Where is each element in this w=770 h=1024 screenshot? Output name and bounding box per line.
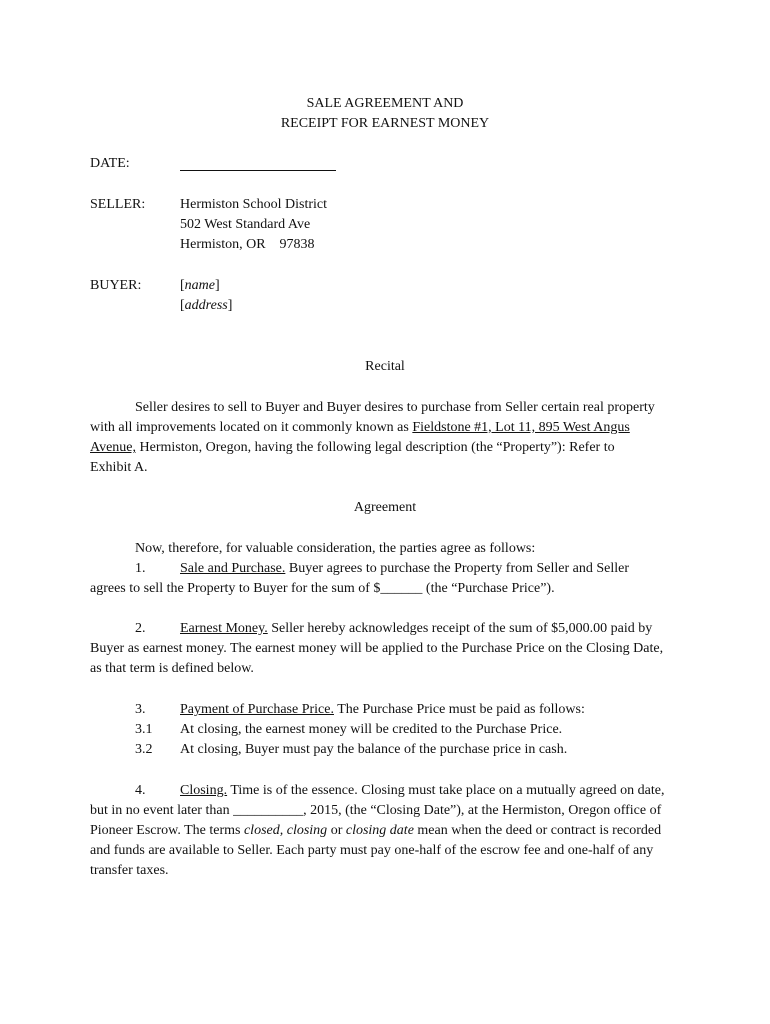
term-closed-closing: closed, closing <box>243 823 328 838</box>
buyer-name-placeholder: name <box>184 278 215 293</box>
section-2-line-1 <box>180 619 652 639</box>
section-4-line-2-end: , 2015, (the “Closing Date”), at the Hermiston, Oregon office of <box>303 803 662 818</box>
section-1-text: Buyer agrees to purchase the Property from Seller and Seller <box>285 561 630 576</box>
section-4-line-3 <box>90 821 661 841</box>
date-blank-line <box>180 154 336 171</box>
recital-line-3 <box>90 438 615 458</box>
section-4-line-2 <box>90 801 661 821</box>
title-line-2: RECEIPT FOR EARNEST MONEY <box>280 116 490 131</box>
section-2-number: 2. <box>135 621 146 636</box>
buyer-address-placeholder: address <box>184 298 228 313</box>
closing-date-blank: __________ <box>233 803 304 818</box>
section-2-line-2: Buyer as earnest money. The earnest money will be applied to the Purchase Price on the Closing Date, <box>90 641 664 656</box>
agreement-heading: Agreement <box>353 500 417 515</box>
section-4-line-1 <box>180 781 664 801</box>
section-3-1-text: At closing, the earnest money will be credited to the Purchase Price. <box>180 722 563 737</box>
buyer-address-field: [address] <box>180 298 233 313</box>
section-4-text: Time is of the essence. Closing must take place on a mutually agreed on date, <box>227 783 665 798</box>
recital-line-2 <box>90 418 630 438</box>
recital-line-2-text: with all improvements located on it commonly known as <box>90 420 413 435</box>
term-closing-date: closing date <box>345 823 414 838</box>
seller-label: SELLER: <box>90 197 146 212</box>
recital-line-1: Seller desires to sell to Buyer and Buyer desires to purchase from Seller certain real property <box>135 400 655 415</box>
seller-name: Hermiston School District <box>180 197 327 212</box>
date-label: DATE: <box>90 156 130 171</box>
recital-line-3-text: Hermiston, Oregon, having the following legal description (the “Property”): Refer to <box>136 440 615 455</box>
section-4-number: 4. <box>135 783 146 798</box>
seller-street: 502 West Standard Ave <box>180 217 311 232</box>
section-1-title: Sale and Purchase. <box>180 561 286 576</box>
title-line-1: SALE AGREEMENT AND <box>306 96 464 111</box>
section-4-line-3-end: mean when the deed or contract is recorded <box>413 823 662 838</box>
section-4-line-4: and funds are available to Seller. Each party must pay one-half of the escrow fee and one-half of any <box>90 843 654 858</box>
section-3-line-1 <box>180 700 585 720</box>
section-4-line-3-or: or <box>327 823 346 838</box>
section-3-text: The Purchase Price must be paid as follows: <box>333 702 585 717</box>
agreement-intro: Now, therefore, for valuable consideration, the parties agree as follows: <box>135 541 536 556</box>
section-1-line-1 <box>180 559 629 579</box>
section-3-title: Payment of Purchase Price. <box>180 702 334 717</box>
section-2-line-3: as that term is defined below. <box>90 661 254 676</box>
section-2-text: Seller hereby acknowledges receipt of the sum of $5,000.00 paid by <box>267 621 653 636</box>
section-4-line-5: transfer taxes. <box>90 863 169 878</box>
buyer-label: BUYER: <box>90 278 142 293</box>
section-4-line-3-start: Pioneer Escrow. The terms <box>90 823 244 838</box>
section-4-line-2-start: but in no event later than <box>90 803 234 818</box>
buyer-name-field: [name] <box>180 278 220 293</box>
property-address-underlined: Fieldstone #1, Lot 11, 895 West Angus <box>412 420 630 435</box>
section-2-title: Earnest Money. <box>180 621 268 636</box>
recital-heading: Recital <box>365 359 405 374</box>
property-address-underlined-cont: Avenue, <box>90 440 136 455</box>
section-4-title: Closing. <box>180 783 228 798</box>
section-3-number: 3. <box>135 702 146 717</box>
section-3-2-number: 3.2 <box>135 742 153 757</box>
seller-city: Hermiston, OR 97838 <box>180 237 315 252</box>
section-3-2-text: At closing, Buyer must pay the balance of the purchase price in cash. <box>180 742 568 757</box>
section-1-number: 1. <box>135 561 146 576</box>
section-1-line-2: agrees to sell the Property to Buyer for the sum of $______ (the “Purchase Price”). <box>90 581 555 596</box>
section-3-1-number: 3.1 <box>135 722 153 737</box>
recital-line-4: Exhibit A. <box>90 460 148 475</box>
